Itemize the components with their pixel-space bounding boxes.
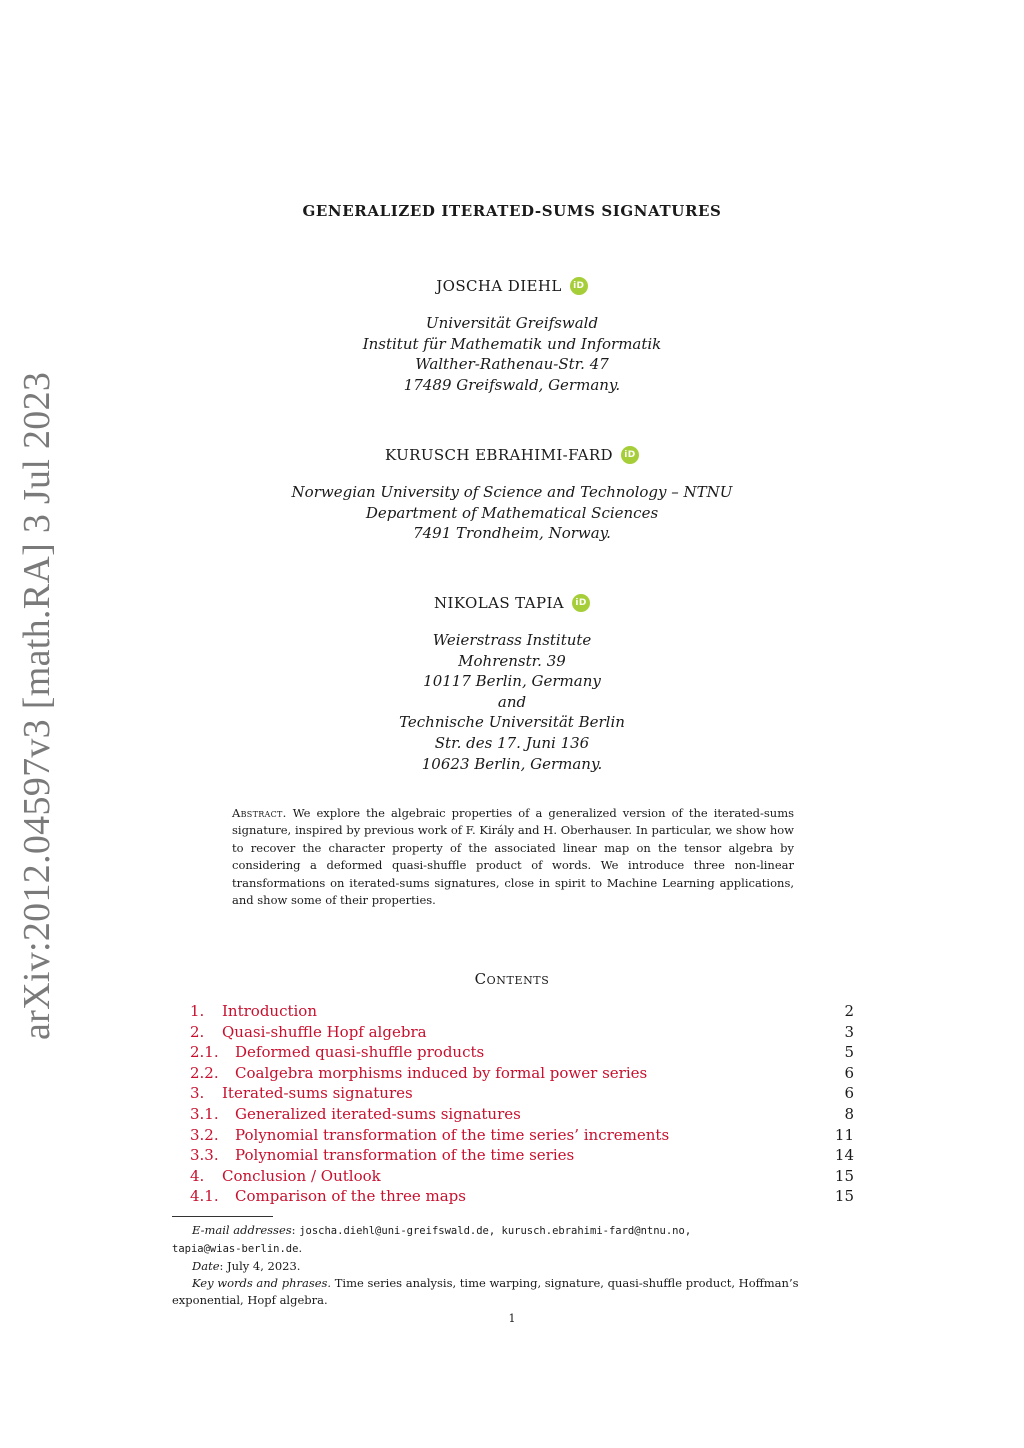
toc-page: 8 [844,1104,854,1123]
toc-entry[interactable] [190,1166,854,1187]
toc-entry[interactable] [190,1063,854,1084]
affiliation-line: 17489 Greifswald, Germany. [403,375,621,394]
toc-page: 5 [844,1043,854,1062]
toc-number: 2.2. [190,1063,219,1082]
email-label: E-mail addresses [192,1223,292,1237]
abstract [232,805,794,909]
toc-title: Deformed quasi-shuffle products [235,1043,485,1062]
affiliation-line: Department of Mathematical Sciences [365,503,659,522]
toc-page: 14 [834,1146,854,1165]
affiliation-line: Walther-Rathenau-Str. 47 [415,355,609,374]
toc-link[interactable] [190,1166,381,1187]
toc-title: Polynomial transformation of the time series’ increments [235,1125,670,1144]
toc-number: 3.1. [190,1104,219,1123]
orcid-icon[interactable]: iD [570,277,588,295]
email-footnote-cont: tapia@wias-berlin.de. [172,1241,303,1255]
footnote-rule [172,1216,273,1217]
orcid-icon[interactable]: iD [621,446,639,464]
date-footnote: Date: July 4, 2023. [192,1259,301,1273]
toc-number: 3.2. [190,1125,219,1144]
affiliation-line: Institut für Mathematik und Informatik [362,334,662,353]
toc-number: 2. [190,1022,205,1041]
footnotes [172,1222,854,1309]
toc-number: 3. [190,1084,205,1103]
email-footnote: E-mail addresses: joscha.diehl@uni-greifswald.de, kurusch.ebrahimi-fard@ntnu.no, [192,1223,692,1237]
author-tapia [0,594,1024,612]
toc-page: 15 [834,1187,854,1206]
toc-link[interactable] [190,1125,669,1146]
affiliation-line: Weierstrass Institute [432,631,592,649]
affiliation-line: 10117 Berlin, Germany [423,672,601,691]
toc-page: 15 [834,1166,854,1185]
toc-title: Introduction [222,1002,317,1020]
toc-link[interactable] [190,1022,427,1043]
affiliation-line: 10623 Berlin, Germany. [421,754,603,773]
page-number: 1 [508,1312,516,1325]
affiliation-diehl [0,313,1024,395]
affiliation-line: 7491 Trondheim, Norway. [413,524,611,543]
toc-entry[interactable] [190,1022,854,1043]
affiliation-line: Mohrenstr. 39 [458,651,566,670]
toc-link[interactable] [190,1042,484,1063]
toc-page: 11 [834,1125,854,1144]
toc-title: Iterated-sums signatures [222,1084,413,1103]
affiliation-tapia [0,630,1024,774]
toc-title: Conclusion / Outlook [222,1166,381,1185]
toc-entry[interactable] [190,1042,854,1063]
toc-number: 3.3. [190,1146,219,1165]
toc-number: 4. [190,1166,205,1185]
email-address[interactable]: tapia@wias-berlin.de [172,1243,299,1255]
toc-entry[interactable] [190,1001,854,1022]
toc-number: 2.1. [190,1043,219,1062]
toc-link[interactable] [190,1063,647,1084]
affiliation-line: Norwegian University of Science and Technology – NTNU [291,483,733,501]
author-name: KURUSCH EBRAHIMI-FARD [385,446,613,464]
toc-title: Quasi-shuffle Hopf algebra [222,1022,427,1041]
toc-page: 6 [844,1084,854,1103]
toc-link[interactable] [190,1001,317,1022]
email-addresses[interactable]: joscha.diehl@uni-greifswald.de, kurusch.ebrahimi-fard@ntnu.no, [299,1225,692,1237]
table-of-contents [190,1001,854,1207]
paper-title: GENERALIZED ITERATED-SUMS SIGNATURES [302,202,722,220]
arxiv-identifier: arXiv:2012.04597v3 [math.RA] 3 Jul 2023 [16,371,58,1040]
toc-link[interactable] [190,1145,574,1166]
toc-title: Polynomial transformation of the time series [235,1146,575,1165]
affiliation-line: and [497,692,527,711]
toc-number: 1. [190,1002,205,1020]
keywords-label: Key words and phrases. [192,1276,332,1290]
author-name: JOSCHA DIEHL [436,277,562,295]
toc-entry[interactable] [190,1186,854,1207]
affiliation-line: Str. des 17. Juni 136 [434,733,590,752]
toc-page: 3 [844,1022,854,1041]
toc-entry[interactable] [190,1083,854,1104]
affiliation-line: Universität Greifswald [425,314,599,332]
affiliation-line: Technische Universität Berlin [399,713,625,732]
toc-entry[interactable] [190,1104,854,1125]
orcid-icon[interactable]: iD [572,594,590,612]
toc-number: 4.1. [190,1187,219,1206]
toc-page: 2 [844,1002,854,1020]
toc-title: Generalized iterated-sums signatures [235,1104,521,1123]
keywords-footnote [172,1275,854,1309]
date-value: July 4, 2023. [227,1259,301,1273]
date-label: Date [192,1259,220,1273]
toc-link[interactable] [190,1104,521,1125]
author-diehl [0,277,1024,295]
contents-heading: Contents [474,970,550,988]
toc-link[interactable] [190,1186,466,1207]
toc-entry[interactable] [190,1145,854,1166]
toc-title: Comparison of the three maps [235,1187,466,1206]
toc-link[interactable] [190,1083,413,1104]
toc-page: 6 [844,1063,854,1082]
abstract-label: Abstract. [232,806,287,820]
toc-title: Coalgebra morphisms induced by formal power series [235,1063,648,1082]
author-ebrahimi-fard [0,446,1024,464]
toc-entry[interactable] [190,1125,854,1146]
abstract-text: We explore the algebraic properties of a generalized version of the iterated-sums signature, inspired by previous work of F. Király and H. Oberhauser. In particular, we show how to recover the character property of the associated linear map on the tensor algebra by considering a deformed quasi-shuffle product of words. We introduce three non-linear transformations on iterated-sums signatures, close in spirit to Machine Learning applications, and show some of their properties. [232,806,795,908]
author-name: NIKOLAS TAPIA [433,594,565,612]
affiliation-ebrahimi-fard [0,482,1024,544]
keywords-text: Time series analysis, time warping, signature, quasi-shuffle product, Hoffman’s exponential, Hopf algebra. [172,1276,799,1307]
